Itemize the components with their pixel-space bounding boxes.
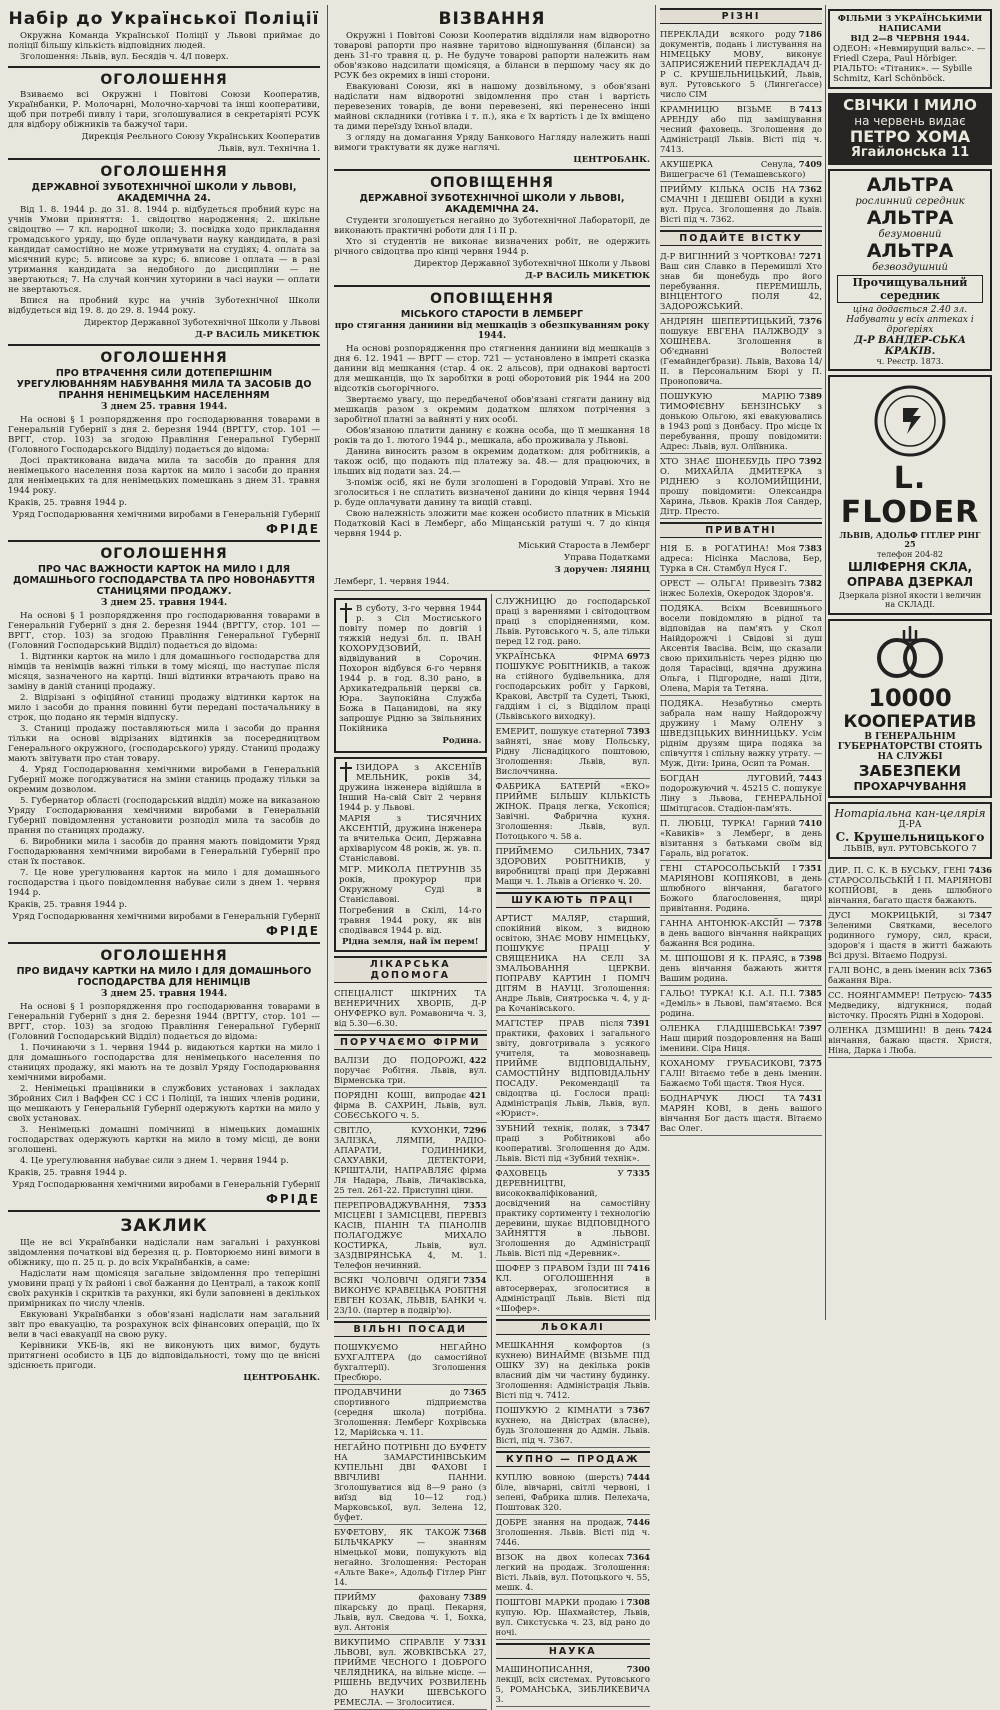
classified-ad: 7398 М. ШПОШОВІ Я К. ПРАЯС, в день вінчання бажають життя Вашим родина. [660, 951, 822, 986]
announcement-heading: ОГОЛОШЕННЯ [100, 72, 228, 88]
classified-ad: 7435 СС. НОЯНГАММЕР! Петрусю-Медведику, відгукнися, подай вісточку. Просять Рідні в Ходорові. [828, 988, 992, 1023]
summons-heading: ВІЗВАННЯ [438, 9, 546, 29]
classified-ad: ФАБРИКА БАТЕРІЙ «ЕКО» ПРИЙМЕ БІЛЬШУ КІЛЬКІСТЬ ЖІНОК. Праця легка, Ускопіся; Завічні. Фабрична кухня. Зголошення: Львів, вул. Потоцького ч. 58 а. [496, 779, 650, 844]
classified-ad: АРТИСТ МАЛЯР, старший, спокійний віком, з видною освітою, ЗНАЄ МОВУ НІМЕЦЬКУ, ПОШУКУЄ ПРАЦІ У СВЯЩЕНИКА НА СЕЛІ ЗА ЗМАЛЬОВАННЯ ЦЕРКВИ. ПОПРАВУ КАРТИН І ПОМІЧ ДІТЯМ В НАУЦІ. Зголошення: Андре Львів, Сиятроська ч. 4, у д-ра Кочанівського. [496, 911, 650, 1016]
classified-ad: 7364 ВІЗОК на двох колесах легкий на продаж. Зголошення: Вісті. Львів, вул. Потоцького ч. 55, мешк. 4. [496, 1550, 650, 1595]
cross-icon [339, 603, 353, 623]
cross-icon [339, 762, 353, 782]
signature-fride: ФРІДЕ [265, 522, 320, 536]
candles-soap-ad: СВІЧКИ І МИЛО на червень видає ПЕТРО ХОМА Ягайлонська 11 [828, 93, 992, 165]
classified-ad: 7271 Д-Р ВИГІННИЙ З ЧОРТКОВА! Ваш син Славко в Перемишлі Хто знав би щонебудь про його перебування. ПЕРЕМИШЛЬ, ВІНЦЕНТОГО ПОЛЯ 42, ЗАДОРОЖСЬКИЙ. [660, 249, 822, 314]
classified-ad: СПЕЦІАЛІСТ ШКІРНИХ ТА ВЕНЕРИЧНИХ ХВОРІБ, Д-Р ОНУФЕРКО вул. Ромавонича ч. 3, від 5.30—6.30. [334, 986, 487, 1031]
classified-ad: 7354 ВСЯКІ ЧОЛОВІЧІ ОДЯГИ ВИКОНУЄ КРАВЕЦЬКА РОБІТНЯ ЕВГЕН КОЗАК, ЛЬВІВ, БАНКИ ч. 23/10. (партер в подвір'ю). [334, 1273, 487, 1318]
mirror-logo-icon [873, 384, 947, 458]
classified-ad: ПОДЯКА. Всіхм Всевишнього восели повідомляю в рідної та відповідав на пам'ять у Скол Наійдорожчі і Свідові зі душ Аксентія Івасіва. Всім, що сказали свою прихильність через рідню цю доля Тарасівці, вдячна дружина Ольга, і Підгородне, наші Діти, Олена, Марія та Тетяна. [660, 601, 822, 696]
section-band: ВІЛЬНІ ПОСАДИ [334, 1321, 487, 1337]
newspaper-page [8, 5, 992, 1707]
classified-ad: 6973 УКРАЇНСЬКА ФІРМА ПОШУКУЄ РОБІТНИКІВ, а також на стійного будівельника, для господарських робіт у Гаркові, Кракові, Австрії та Судеті, Тьюкі, гаддіям і сі, з Відділом праці (Львівського виходку). [496, 649, 650, 724]
cooperatives-ad: 10000 КООПЕРАТИВ В ГЕНЕРАЛЬНІМ ГУБЕРНАТОРСТВІ СТОЯТЬ НА СЛУЖБІ ЗАБЕЗПЕКИ ПРОХАРЧУВАННЯ [828, 619, 992, 798]
classified-ad: 7385 ГАЛЬО! ТУРКА! К.І. А.І. П.І. «Деміль» в Львові, пам'ятаємо. Вся родина. [660, 986, 822, 1021]
classified-ad: 7446 ДОБРЕ знання на продаж, Зголошення. Львів. Вісті під ч. 7446. [496, 1515, 650, 1550]
notice-heading: ОПОВІЩЕННЯ [430, 291, 554, 307]
classified-ad: 7300 МАШИНОПИСАННЯ, лекції, всіх системах. Рутовського 5, РОМАНСЬКА, ЗИБЛИКЕВИЧА 3. [496, 1662, 650, 1707]
notary-ad: Нотаріальна кан-целярія Д-РА С. Крушельницького ЛЬВІВ, вул. РУТОВСЬКОГО 7 [828, 802, 992, 859]
classified-ad: НЕГАЙНО ПОТРІБНІ ДО БУФЕТУ НА ЗАМАРСТИНІВСЬКИМ КУПЕЛЬНІ ДВІ ФАХОВІ І ВВІЧЛИВІ ПАННИ. Зголошуватися від 8—9 рано (з виїзд від 10—12 год.) Марковської, вул. Зелена 12, буфет. [334, 1440, 487, 1525]
classified-ad: 7409 АКУШЕРКА Сенула, Вишеграсче 61 (Темашевського) [660, 157, 822, 182]
appeal-heading: ЗАКЛИК [120, 1216, 208, 1236]
classified-ad: 7335 ФАХОВЕЦЬ У ДЕРЕВНИЦТВІ, висококваліфікований, досвідчений на самостійну практику сортименту і технологію деревини, шукає ВІДПОВІДНОГО ЗАЙНЯТТЯ в ЛЬВОВІ. Зголошення до Адміністрації Львів. Вісті під «Деревник». [496, 1166, 650, 1261]
section-band: НАУКА [496, 1643, 650, 1659]
trident-rings-logo-icon [865, 624, 955, 680]
obituaries-column [334, 594, 487, 1710]
floder-ad: L. FLODER ЛЬВІВ, АДОЛЬФ ГІТЛЕР РІНГ 25 телефон 204-82 ШЛІФЕРНЯ СКЛА, ОПРАВА ДЗЕРКАЛ Дзеркала різної якости і величин на СКЛАДІ. [828, 375, 992, 615]
section-band: ПОРУЧАЄМО ФІРМИ [334, 1034, 487, 1050]
column-divider [655, 5, 656, 1320]
announcement-heading: ОГОЛОШЕННЯ [100, 948, 228, 964]
column-2: ВІЗВАННЯ Окружні і Повітові Союзи Кооператив відділяли нам відворотно товарові рапорти про наявне таритово відношування (біланси) за день 31-го травня ц. р. Не будуче товарові рапорти належить нам обов'язково надсилати щомісяця, а біланси в першому часу як до РСУК без окремих в інші сторони. Евакуювані Союзи, які в нашому дозвільному, з обов'язані надіслати нам відворотні звідомлення про стан і вартість перевезених товарів, де вони перевезені, які перенесено інші майнові складники (готівка і т. п.), яка є їх вартість і де їх вміщено та дими переїзду їхньої влади. З огляду на домагання Уряду Банкового Нагляду належить наші вимоги трактувати як дуже наглячі. ЦЕНТРОБАНК. ОПОВІЩЕННЯ ДЕРЖАВНОЇ ЗУБОТЕХНІЧНОЇ ШКОЛИ У ЛЬВОВІ, АКАДЕМІЧНА 24. Студенти зголошується негайно до Зуботехнічної Лабораторії, де виконають практичні роботи для I і II р. Хто зі студентів не виконає визначених робіт, не одержить річного свідоцтва про кінці червня 1944 р. Директор Державної Зуботехнічної Школи у Львові Д-Р ВАСИЛЬ МИКЕТЮК ОПОВІЩЕННЯ МІСЬКОГО СТАРОСТИ В ЛЕМБЕРГ про стягання даниини від мешкаців з обезпкуванням року 1944. На основі розпорядження про стягнення даниини від мешкаців з дня 6. 12. 1941 — ВРГГ — стор. 721 — установлено в імпреті сказка данини від мешкання (стар. 4 ок. 2 альсов), при однакові вартості для мешканців, що їх заробітки в році оборотовий рік 1944 на 200 відсотків сьогорічного. Звертаємо увагу, що передбаченої обов'язані стягати данину від мешкаців разом з окремим додатком шляхом потрічення з заробітної платні за вайняті у них особі. Обов'язаною платити данину є кожна особа, що її мешкання 18 років та до 1. лютого 1944 р., мешкала, або проживала у Львові. Данина виносить разом в окремим додатком: для робітників, а також осіб, що подають під платежу за. 48.— для працюючих, в ільших від подати заз. 24.— З-поміж осіб, які не були зголошені в Городовій Управі. Хто не зголоситься і не сплатить визначеної данини до кінця червня 1944 р. буде оплачувати данину та вищій ставці. Свою належність зложити має кожен особисто платник в Міській Податковій Касі в Лемберг, або Міщанській ратуші ч. 7 до кінця червня 1944 р. Міський Староста в Лемберг Управа Податками З доручен: ЛЯЯНЦ Лемберг, 1. червня 1944. В суботу, 3-го червня 1944 р. з Сіл Мостиського повіту помер по довгій і тяжкій недузі бл. п. ІВАН КОХОРУДЗОВИЙ, відвідуваний в Сорочин. Похорон відбувся 6-го червня 1944 р. в год. 8.30 рано, в Архикатедральній церкві св. Юра. Заупокійна Служба Божа в Пацанидові, на яку запрошує Рідню за Звільняних Покійника Родина. ІЗИДОРА з АКСЕНІЇВ МЕЛЬНИК, років 34, дружина інженера відійшла в Інший На-свій Світ 2 червня 1944 р. у Львові. МАРІЯ з ТИСЯЧНИХ АКСЕНТІЙ, дружина інженера та вчителька Осип, Державна архіваріусом 48 років, ж. ув. п. Станіславові. МГР. МИКОЛА ПЕТРУНІВ 35 років, прокурор при Окружному Суді в Станіславові. Погребений в Скілі, 14-го травня 1944 року, як він сподівався 1944 р. від. Рідна земля, най їм перем! ЛІКАРСЬКА ДОПОМОГА СПЕЦІАЛІСТ ШКІРНИХ ТА ВЕНЕРИЧНИХ ХВОРІБ, Д-Р ОНУФЕРКО вул. Ромавонича ч. 3, від 5.30—6.30. ПОРУЧАЄМО ФІРМИ 422 ВАЛІЗИ ДО ПОДОРОЖІ, поручає Робітня. Львів, вул. Вірменська три. 421 ПОРЯДНІ КОШІ, випродає фірма В. САХРИН, Львів, вул. СОБЄСЬКОГО ч. 5. 7296 СВІТЛО, КУХОНКИ, ЗАЛІЗКА, ЛЯМПИ, РАДІО-АПАРАТИ, ГОДИННИКИ, САХУАВКИ, ДЕТЕКТОРИ, КРІШТАЛИ, НАПРАВЛЯЄ фірма Ля Надара, Львів, Личаківська, 25 тел. 261-22. Приступні ціни. 7353 ПЕРЕПРОВАДЖУВАННЯ, МІСЦЕВІ І ЗАМІСЦЕВІ, ПЕРЕВІЗ КАСІВ, ПІАНІН ТА ПІАНОЛІВ ПОЛАГОДЖУЄ МИХАЛО КОСТИРКА, Львів, вул. ЗАЗДВІРЯНСЬКА 4, М. 1. Телефон нечинний. 7354 ВСЯКІ ЧОЛОВІЧІ ОДЯГИ ВИКОНУЄ КРАВЕЦЬКА РОБІТНЯ ЕВГЕН КОЗАК, ЛЬВІВ, БАНКИ ч. 23/10. (партер в подвір'ю). ВІЛЬНІ ПОСАДИ ПОШУКУЄМО НЕГАЙНО БУХГАЛТЕРА (до самостійної бухгалтерії). Зголошення Пресбюро. 7365 ПРОДАВЧИНИ до спортивного підприємства (середня школа) потрібна. Зголошення: Лемберг Кохрівська 12, Марійська ч. 11. НЕГАЙНО ПОТРІБНІ ДО БУФЕТУ НА ЗАМАРСТИНІВСЬКИМ КУПЕЛЬНІ ДВІ ФАХОВІ І ВВІЧЛИВІ ПАННИ. Зголошуватися від 8—9 рано (з виїзд від 10—12 год.) Марковської, вул. Зелена 12, буфет. 7368 БУФЕТОВУ, ЯК ТАКОЖ БІЛЬЧКАРКУ — знанням німецької мови, пошукують від негайно. Зголошення: Ресторан «Альте Ваке», Адольф Гітлер Рінг 14. 7389 ПРИЙМУ фаховану пікарську до праці. Пекарня, Львів, вул. Сведова ч. 1, Бохка, вул. Антонія 7331 ВИКУПИМО СПРАВЛЕ У ЛЬВОВІ, вул. ЖОВКІВСЬКА 27, ПРИЙМЕ ЧЕСНОГО І ДОБРОГО ЧЕЛЯДНИКА, на вільне місце. — РІШЕНЬ ВЕДУЧИХ РОЗВИЛЕНЬ ДО НАУКИ ШЕВСЬКОГО РЕМЕСЛА. — Зголоситися. СЛУЖНИЦЮ до господарської праці з вареннями і світодоцтвом праці з спорідненнями, ком. Львів. Рутовського ч. 5, але тільки перед 12 год. рано. 6973 УКРАЇНСЬКА ФІРМА ПОШУКУЄ РОБІТНИКІВ, а також на стійного будівельника, для господарських робіт у Гаркові, Кракові, Австрії та Судеті, Тьюкі, гаддіям і сі, з Відділом праці (Львівського виходку). 7393 ЕМЕРИТ, пошукує статерної зайняті, знає мову Польську, Рідну Ліснадіцкого поштовою, Зголошення: Львів, вул. Вислоччинна. ФАБРИКА БАТЕРІЙ «ЕКО» ПРИЙМЕ БІЛЬШУ КІЛЬКІСТЬ ЖІНОК. Праця легка, Ускопіся; Завічні. Фабрична кухня. Зголошення: Львів, вул. Потоцького ч. 58 а. 7347 ПРИЙМЕМО СИЛЬНИХ, ЗДОРОВИХ РОБІТНИКІВ, у виробництві праці при Державні Мащи ч. 1. Львів а Огієнко ч. 20. ШУКАЮТЬ ПРАЦІ АРТИСТ МАЛЯР, старший, спокійний віком, з видною освітою, ЗНАЄ МОВУ НІМЕЦЬКУ, ПОШУКУЄ ПРАЦІ У СВЯЩЕНИКА НА СЕЛІ ЗА ЗМАЛЬОВАННЯ ЦЕРКВИ. ПОПРАВУ КАРТИН І ПОМІЧ ДІТЯМ В НАУЦІ. Зголошення: Андре Львів, Сиятроська ч. 4, у д-ра Кочанівського. 7391 МАГІСТЕР ПРАВ після практики, фахових і загального звіту, довготривала з усякого учителя, та мовознавець ПРИЙМЕ ВІДПОВІДАЛЬНУ, САМОСТІЙНУ ВІДПОВІДАЛЬНУ ПОСАДУ. Рекомендації та свідоцтва ці. Гослоси праці: Адміністрація Львів, Львів, вул. «Юрист». 7347 ЗУБНИЙ технік, поляк, з праці з Робітникові або кооперативі. Зголошення до Адм. Львів. Вісті під «Зубний технік». 7335 ФАХОВЕЦЬ У ДЕРЕВНИЦТВІ, висококваліфікований, досвідчений на самостійну практику сортименту і технологію деревини, шукає ВІДПОВІДНОГО ЗАЙНЯТТЯ в ЛЬВОВІ. Зголошення до Адміністрації Львів. Вісті під «Деревник». 7416 ШОФЕР З ПРАВОМ ЇЗДИ ІІІ КЛ. ОГОЛОШЕННЯ в автосерверах, зголоситися в Адміністрації Львів. Вісті під «Шофер». ЛЬОКАЛІ МЕШКАННЯ комфортов (з кухнею) ВИНАЙМЕ (ВІЗЬМЕ ПІД ОШКУ ЗУ) на декілька років власний дім чи частину будинку. Зголошення: Адміністрація Львів. Вісті під ч. 7412. 7367 ПОШУКУЮ 2 КІМНАТИ з кухнею, на Дністрах (власне), будь Зголошення до Адмін. Львів. Вісті, під ч. 7367. КУПНО — ПРОДАЖ 7444 КУПЛЮ вовною (шерсть) біле, вівчарні, світлі червоні, і зелені, Фабрика шлив. Пелехача, Поштовак 320. 7446 ДОБРЕ знання на продаж, Зголошення. Львів. Вісті під ч. 7446. 7364 ВІЗОК на двох колесах легкий на продаж. Зголошення: Вісті. Львів, вул. Потоцького ч. 55, мешк. 4. 7308 ПОШТОВІ МАРКИ продаю і купую. Юр. Шахмайстер, Львів, вул. Сикстуська ч. 23, від рано до ночі. НАУКА 7300 МАШИНОПИСАННЯ, лекції, всіх системах. Рутовського 5, РОМАНСЬКА, ЗИБЛИКЕВИЧА 3. [334, 5, 650, 1320]
ads-column [491, 594, 650, 1710]
film-listing: ФІЛЬМИ З УКРАЇНСЬКИМИ НАПИСАМИ ВІД 2—8 ЧЕРВНЯ 1944. ОДЕОН: «Невмирущий вальс». — Friedl Czepa, Paul Hörbiger. РІАЛЬТО: «Тітаник». — Sybille Schmitz, Karl Schönböck. [828, 9, 992, 89]
section-band: ПРИВАТНІ [660, 522, 822, 538]
classified-ad: 7365 ПРОДАВЧИНИ до спортивного підприємства (середня школа) потрібна. Зголошення: Лемберг Кохрівська 12, Марійська ч. 11. [334, 1385, 487, 1440]
classified-ad: 7186 ПЕРЕКЛАДИ всякого роду документів, подань і листування на НІМЕЦЬКУ МОВУ, виконує ЗАПРИСЯЖЕНИЙ ПЕРЕКЛАДАЧ Д-Р С. КРУШЕЛЬНИЦЬКИЙ, Львів, вул. Рутовського 5 (Лингеґассе) число СІМ [660, 27, 822, 102]
section-band: ШУКАЮТЬ ПРАЦІ [496, 892, 650, 908]
classified-ad: 7308 ПОШТОВІ МАРКИ продаю і купую. Юр. Шахмайстер, Львів, вул. Сикстуська ч. 23, від рано до ночі. [496, 1595, 650, 1640]
signature-fride: ФРІДЕ [265, 924, 320, 938]
classified-ad: 421 ПОРЯДНІ КОШІ, випродає фірма В. САХРИН, Львів, вул. СОБЄСЬКОГО ч. 5. [334, 1088, 487, 1123]
section-band: КУПНО — ПРОДАЖ [496, 1451, 650, 1467]
altra-ad: АЛЬТРА рослинний середник АЛЬТРА безумовний АЛЬТРА безвоздушний Прочищувальний середник ціна додається 2.40 зл. Набувати у всіх аптеках і дроґеріях Д-Р ВАНДЕР-СЬКА КРАКІВ. ч. Реєстр. 1873. [828, 169, 992, 371]
classified-ad: 7367 ПОШУКУЮ 2 КІМНАТИ з кухнею, на Дністрах (власне), будь Зголошення до Адмін. Львів. Вісті, під ч. 7367. [496, 1403, 650, 1448]
section-band: ПОДАЙТЕ ВІСТКУ [660, 230, 822, 246]
classified-ad: 7353 ПЕРЕПРОВАДЖУВАННЯ, МІСЦЕВІ І ЗАМІСЦЕВІ, ПЕРЕВІЗ КАСІВ, ПІАНІН ТА ПІАНОЛІВ ПОЛАГОДЖУЄ МИХАЛО КОСТИРКА, Львів, вул. ЗАЗДВІРЯНСЬКА 4, М. 1. Телефон нечинний. [334, 1198, 487, 1273]
classified-ad: 7397 ОЛЕНКА ГЛАДІШЕВСЬКА! Наш щирий поздоровлення на Ваші іменини. Сіра Ниця. [660, 1021, 822, 1056]
announcement-heading: ОГОЛОШЕННЯ [100, 546, 228, 562]
classified-ad: 422 ВАЛІЗИ ДО ПОДОРОЖІ, поручає Робітня. Львів, вул. Вірменська три. [334, 1053, 487, 1088]
signature-fride: ФРІДЕ [265, 1192, 320, 1206]
section-band: ЛЬОКАЛІ [496, 1319, 650, 1335]
classified-ad: 7416 ШОФЕР З ПРАВОМ ЇЗДИ ІІІ КЛ. ОГОЛОШЕННЯ в автосерверах, зголоситися в Адміністрації Львів. Вісті під «Шофер». [496, 1261, 650, 1316]
classified-ad: МЕШКАННЯ комфортов (з кухнею) ВИНАЙМЕ (ВІЗЬМЕ ПІД ОШКУ ЗУ) на декілька років власний дім чи частину будинку. Зголошення: Адміністрація Львів. Вісті під ч. 7412. [496, 1338, 650, 1403]
column-4 [828, 5, 992, 1320]
classified-ad: 7431 БОДНАРЧУК ЛЮСІ ТА МАРЯН КОВІ, в день вашого вінчання Бог дасть щастя. Вітаємо Вас Олег. [660, 1091, 822, 1136]
column-divider [825, 5, 826, 1320]
obituary-box: ІЗИДОРА з АКСЕНІЇВ МЕЛЬНИК, років 34, дружина інженера відійшла в Інший На-свій Світ 2 червня 1944 р. у Львові. МАРІЯ з ТИСЯЧНИХ АКСЕНТІЙ, дружина інженера та вчителька Осип, Державна архіваріусом 48 років, ж. ув. п. Станіславові. МГР. МИКОЛА ПЕТРУНІВ 35 років, прокурор при Окружному Суді в Станіславові. Погребений в Скілі, 14-го травня 1944 року, як він сподівався 1944 р. від. Рідна земля, най їм перем! [334, 757, 487, 952]
classified-ad: 7347 ПРИЙМЕМО СИЛЬНИХ, ЗДОРОВИХ РОБІТНИКІВ, у виробництві праці при Державні Мащи ч. 1. Львів а Огієнко ч. 20. [496, 844, 650, 889]
classified-ad: 7296 СВІТЛО, КУХОНКИ, ЗАЛІЗКА, ЛЯМПИ, РАДІО-АПАРАТИ, ГОДИННИКИ, САХУАВКИ, ДЕТЕКТОРИ, КРІШТАЛИ, НАПРАВЛЯЄ фірма Ля Надара, Львів, Личаківська, 25 тел. 261-22. Приступні ціни. [334, 1123, 487, 1198]
classified-ad: ПОШУКУЄМО НЕГАЙНО БУХГАЛТЕРА (до самостійної бухгалтерії). Зголошення Пресбюро. [334, 1340, 487, 1385]
classified-ad: 7368 БУФЕТОВУ, ЯК ТАКОЖ БІЛЬЧКАРКУ — знанням німецької мови, пошукують від негайно. Зголошення: Ресторан «Альте Ваке», Адольф Гітлер Рінг 14. [334, 1525, 487, 1590]
classified-ad: 7436 ДИР. П. С. К. В БУСЬКУ, ГЕНІ СТАРОСОЛЬСЬКІЙ І П. МАРІЯНОВІ КОПІЙОВІ, в день шлюбного вінчання, багато щастя бажають. [828, 863, 992, 908]
classified-ad: 7389 ПРИЙМУ фаховану пікарську до праці. Пекарня, Львів, вул. Сведова ч. 1, Бохка, вул. Антонія [334, 1590, 487, 1635]
classified-ad: 7347 ДУСІ МОКРИЦЬКІЙ, зі Зеленими Святками, веселого родинного гумору, сил, краси, здоров'я і щастя в житті бажають Всі друзі. Вітаємо Подрузі. [828, 908, 992, 963]
classified-ad: 7383 НІЯ Б. в РОГАТИНА! Моя адреса: Нісінка Маслова, Бер, Турка в Сн. Стамбул Нуся Г. [660, 541, 822, 576]
classified-ad: 7389 ПОШУКУЮ МАРІЮ ТИМОФІЄВНУ БЕНЗІНСЬКУ з донькою Ольгою, які евакуювались в 1943 році з Донбасу. Про місце їх перебування, прошу повідомити: Адрес: Львів, вул. Оліївника. [660, 389, 822, 454]
column-1: Набір до Української Поліції Окружна Команда Української Поліції у Львові приймає до поліції більшу кількість відповідних людей. Зголошення: Львів, вул. Бесядів ч. 4/І поверх. ОГОЛОШЕННЯ Взиваємо всі Окружні і Повітові Союзи Кооператив, Українбанки, Р. Молочарні, Молочно-харчові та інші кооперативи, щоб при потребі пивлу і тари, зголошувалися в секретаріяті РСУК для відбору обіжників та бажучої тари. Дирекція Реєльного Союзу Українських Кооператив Львів, вул. Технічна 1. ОГОЛОШЕННЯ ДЕРЖАВНОЇ ЗУБОТЕХНІЧНОЇ ШКОЛИ У ЛЬВОВІ, АКАДЕМІЧНА 24. Від 1. 8. 1944 р. до 31. 8. 1944 р. відбудеться пробний курс на учнів Умови приняття: 1. свідоцтво народження; 2. шкільне свідоцтво — 7 кл. народної школи; 3. посвідка ходо прикладання громадського уряду, що буде оплачувати науку кандидата, в разі кандидат самостійно не може утримувати на студіях; 4. оплата за місячний курс; 5. вписове за курс; 6. вписове і оплата — в разі утримання кандидата за недобного до дисципліни — не звертаються; 7. На случай кончин хуторини в часі науки — оплати не звертаються. Впися на пробний курс на учнів Зуботехнічної Школи відбудеться від 19. 8. до 29. 8. 1944 року. Директор Державної Зуботехнічної Школи у Львові Д-Р ВАСИЛЬ МИКЕТЮК ОГОЛОШЕННЯ ПРО ВТРАЧЕННЯ СИЛИ ДОТЕПЕРІШНІМ УРЕГУЛЮВАННЯМ НАБУВАННЯ МИЛА ТА ЗАСОБІВ ДО ПРАННЯ НЕНІМЕЦЬКИМ НАСЕЛЕННЯМ З днем 25. травня 1944. На основі § 1 розпорядження про господарювання товарами в Генеральній Губернії з дня 2. березня 1944 (ВРГГУ, стор. 101 — ВРГГ, стор. 103) за згодою Правління Генеральної Губернії (Головного Господарського Відділу) подається до відома: Досі практикована видача мила та засобів до прання для ненімецького населення поза карток на мило і засоби до прання для ненімецьких та для ненімецьких помешкань з днем 31. травня 1944 року. Краків, 25. травня 1944 р. Уряд Господарювання хемічними виробами в Генеральній Губернії ФРІДЕ ОГОЛОШЕННЯ ПРО ЧАС ВАЖНОСТИ КАРТОК НА МИЛО І ДЛЯ ДОМАШНЬОГО ГОСПОДАРСТВА ТА ПРО НОВОНАБУТТЯ СТАНИЦЯМИ ПРОДАЖУ. З днем 25. травня 1944. На основі § 1 розпорядження про господарювання товарами в Генеральній Губернії з дня 2. березня 1944 (ВРГГУ, стор. 101 — ВРГГ, стор. 103) за згодою Правління Генеральної Губернії (Головний Господарський Відділ) подається до відома: 1. Відтинки карток на мило і для домашнього господарства для німців та ненімців важні тільки в тому місяці, що наступає після місяця, зазначеного на картці. Інші відтинки втрачають право на заміну в даній станиці продажу. 2. Відрізані з офіційної станиці продажу відтинки карток на мило і засоби до прання повинні бути передані постачальнику в строк, що подано як термін відпуску. 3. Станиці продажу поставляються мила і засоби до прання тільки на основі відрізаних відтинків за посередництвом Генерального окружного, (господарського) уряду. Станиці продажу мають звітувати про стан товару. 4. Уряд Господарювання хемічними виробами в Генеральній Губернії може погоджуватися на зміни станиць продажу тільки за окремим дозволом. 5. Губернатор області (господарський відділ) може на виказаною Уряду Господарювання хемічними виробами в Генеральній Губернії повідомлення установити розподіл мила та засобів до прання по станицях продажу. 6. Виробники мила і засобів до прання мають повідомити Уряд Господарювання хемічними виробами в Генеральній Губернії про стан їх поставок. 7. Це нове урегулювання карток на мило і для домашнього господарства і цього повідомлення набуває сили з днем 1. червня 1944 р. Краків, 25. травня 1944 р. Уряд Господарювання хемічними виробами в Генеральній Губернії ФРІДЕ ОГОЛОШЕННЯ ПРО ВИДАЧУ КАРТКИ НА МИЛО І ДЛЯ ДОМАШНЬОГО ГОСПОДАРСТВА ДЛЯ НЕНІМЦІВ З днем 25. травня 1944. На основі § 1 розпорядження про господарювання товарами в Генеральній Губернії з дня 2. березня 1944 (ВРГГУ, стор. 101 — ВРГГ, стор. 103) за згодою Правління Генеральної Губернії (Головний Господарський Відділ) подається до відома: 1. Починаючи з 1. червня 1944 р. видаються картки на мило і для домашнього господарства для ненімецького населення по станицях продажу, які мають на те дозвіл Уряду Господарювання хемічними виробами. 2. Ненімецькі працівники в службових установах і закладах Збройних Сил і Ваффен СС і СС і Поліції, та інших членів родини, що мешкають у Генеральній Губернії одержують картки на мило у своїх установах. 3. Ненімецькі домашні помічниці в німецьких домашніх господарствах одержують картки на мило в тому місці, де вони зголошені. 4. Це урегулювання набуває сили з днем 1. червня 1944 р. Краків, 25. травня 1944 р. Уряд Господарювання хемічними виробами в Генеральній Губернії ФРІДЕ ЗАКЛИК Ще не всі Українбанки надіслали нам загальні і рахункові звідомлення початкові від березня ц. р. Повторюємо нині вимоги в обіжнику, що п. 25 ц. р. до всіх Українбанків, а саме: Надіслати нам щомісяця загальне звідомлення про теперішні умовини праці у їх районі і свої бажання до Централі, а також копії своїх рахунків і скритків та рахунки, які були заповнені в декількох примірниках по числу членів. Евкуювані Українбанки з обов'язані надіслати нам загальний звіт про евакуацію, та розрахунок всіх фінансових операцій, що їх вели в часі евакуації на свою руку. Керівники УКБ-ів, які не виконують цих вимог, будуть притягнені особисто в ЦБ до відповідальності, тому що це внісні здіснюєть пригоди. ЦЕНТРОБАНК. [8, 9, 320, 1383]
classified-ad: 7378 ГАННА АНТОНЮК-АКСІЙІ — в день вашого вінчання найкращих бажання Вся родина. [660, 916, 822, 951]
classified-ad: 7444 КУПЛЮ вовною (шерсть) біле, вівчарні, світлі червоні, і зелені, Фабрика шлив. Пелехача, Поштовак 320. [496, 1470, 650, 1515]
classified-ad: 7424 ОЛЕНКА ДЗМШИНІ! В день вінчання, бажаю щастя. Христя, Ніна, Дарка і Люба. [828, 1023, 992, 1058]
classified-ad: 7443 БОГДАН ЛУГОВИЙ, подорожуючий ч. 45215 С. пошукує Ліну з Львова, ГЕНЕРАЛЬНОЇ Шмітцгасов. Стадіон-пам'ять. [660, 771, 822, 816]
classified-ad: 7382 ОРЕСТ — ОЛЬГА! Привезіть інжес Болехів, Океродок Здоров'я. [660, 576, 822, 601]
police-recruitment-title: Набір до Української Поліції [8, 9, 320, 29]
classified-ad: 7365 ГАЛІ ВОНС, в день іменин всіх бажання Віра. [828, 963, 992, 988]
notice-heading: ОПОВІЩЕННЯ [430, 175, 554, 191]
classified-ad: 7413 КРАМНИЦЮ ВІЗЬМЕ В АРЕНДУ або під заміщування чесний фаховець. Зголошення до Адміністрації Львів. Вісті під ч. 7413. [660, 102, 822, 157]
classified-ad: 7410 П. ЛЮБЦІ, ТУРКА! Гарний «Кавиків» з Лемберг, в день візитання з батьками своїм від Гараль, від рогаток. [660, 816, 822, 861]
classified-ad: 7375 КОХАНОМУ ГРУБАСИКОВІ, ГАЛІ! Вітаємо тебе в день іменин. Бажаємо Тобі щастя. Твоя Нуся. [660, 1056, 822, 1091]
classified-ad: 7331 ВИКУПИМО СПРАВЛЕ У ЛЬВОВІ, вул. ЖОВКІВСЬКА 27, ПРИЙМЕ ЧЕСНОГО І ДОБРОГО ЧЕЛЯДНИКА, на вільне місце. — РІШЕНЬ ВЕДУЧИХ РОЗВИЛЕНЬ ДО НАУКИ ШЕВСЬКОГО РЕМЕСЛА. — Зголоситися. [334, 1635, 487, 1710]
classifieds-area [334, 594, 650, 1710]
classified-ad: 7391 МАГІСТЕР ПРАВ після практики, фахових і загального звіту, довготривала з усякого учителя, та мовознавець ПРИЙМЕ ВІДПОВІДАЛЬНУ, САМОСТІЙНУ ВІДПОВІДАЛЬНУ ПОСАДУ. Рекомендації та свідоцтва ці. Гослоси праці: Адміністрація Львів, Львів, вул. «Юрист». [496, 1016, 650, 1121]
classified-ad: СЛУЖНИЦЮ до господарської праці з вареннями і світодоцтвом праці з спорідненнями, ком. Львів. Рутовського ч. 5, але тільки перед 12 год. рано. [496, 594, 650, 649]
section-band: ЛІКАРСЬКА ДОПОМОГА [334, 956, 487, 983]
section-band: РІЗНІ [660, 8, 822, 24]
announcement-heading: ОГОЛОШЕННЯ [100, 164, 228, 180]
section-rule [8, 66, 320, 68]
classified-ad: 7376 АНДРІЯН ШЕПЕРТИЦЬКИЙ, пошукує ЕВГЕНА ПАЛЖВОДУ з ХОШНЕВА. Зголошення в Об'єднанні Волостей (Гемайндеґбрази). Львів, Вахова 14/ІІ. в Персональним Бюрі у П. Проноповича. [660, 314, 822, 389]
column-3 [660, 5, 822, 1320]
column-divider [327, 5, 328, 1320]
classified-ad: 7392 ХТО ЗНАЄ ШОНЕБУДЬ ПРО О. МИХАЙЛА ДМИТЕРКА з РІДНЕЮ з КОЛОМИЙЩИНИ, прошу повідомити: Олександра Харина, Львов. Краків Лоя Сандер, Дітр. Престо. [660, 454, 822, 519]
classified-ad: 7347 ЗУБНИЙ технік, поляк, з праці з Робітникові або кооперативі. Зголошення до Адм. Львів. Вісті під «Зубний технік». [496, 1121, 650, 1166]
announcement-heading: ОГОЛОШЕННЯ [100, 350, 228, 366]
classified-ad: 7351 ГЕНІ СТАРОСОЛЬСЬКІЙ І МАРІЯНОВІ КОПІЯКОВІ, в день шлюбного вінчання, багатого Божого благословення, щирі привітання. Родина. [660, 861, 822, 916]
obituary-box: В суботу, 3-го червня 1944 р. з Сіл Мостиського повіту помер по довгій і тяжкій недузі бл. п. ІВАН КОХОРУДЗОВИЙ, відвідуваний в Сорочин. Похорон відбувся 6-го червня 1944 р. в год. 8.30 рано, в Архикатедральній церкві св. Юра. Заупокійна Служба Божа в Пацанидові, на яку запрошує Рідню за Звільняних Покійника Родина. [334, 598, 487, 753]
classified-ad: 7393 ЕМЕРИТ, пошукує статерної зайняті, знає мову Польську, Рідну Ліснадіцкого поштовою, Зголошення: Львів, вул. Вислоччинна. [496, 724, 650, 779]
classified-ad: 7362 ПРИЙМУ КІЛЬКА ОСІБ НА СМАЧНІ І ДЕШЕВІ ОБІДИ в кухні вул. Пруса. Зголошення до Львів. Вісті під ч. 7362. [660, 182, 822, 227]
classified-ad: ПОДЯКА. Незабутньо смерть забрала нам нашу Найдорожчу дружину і Маму ОЛЕНУ з ШВЕДЗІЦЬКИХ ВИННИЦЬКУ. Усім ріднім друзям щира подяка за співчуття і спільну важку утрату. — Муж, Діти: Ірина, Осип та Роман. [660, 696, 822, 771]
